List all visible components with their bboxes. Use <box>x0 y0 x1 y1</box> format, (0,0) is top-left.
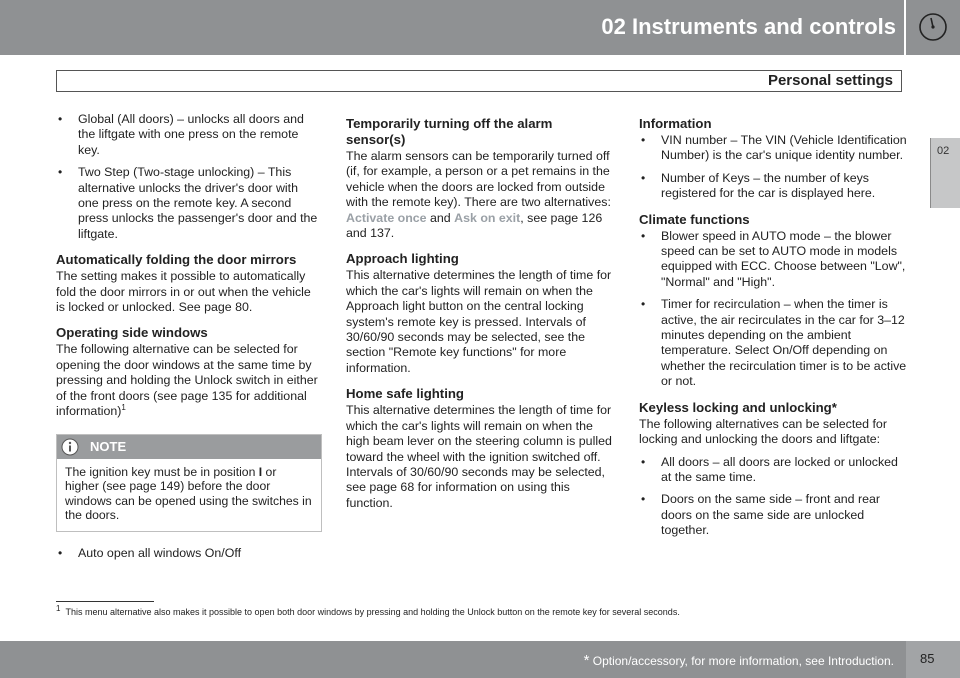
heading-approach-lighting: Approach lighting <box>346 251 459 267</box>
list-item <box>56 165 322 242</box>
chapter-side-tab <box>930 138 960 208</box>
heading-home-safe-lighting: Home safe lighting <box>346 386 464 402</box>
list-item <box>639 297 907 389</box>
bullet-text: Auto open all windows On/Off <box>78 545 242 560</box>
bullet-text: Timer for recirculation – when the timer is active, the air recirculates in the car for 3–12 minutes depending on the ambient temperature. Select On/Off depending on whether the recirculation timer is to be active or not. <box>661 297 907 389</box>
heading-climate-functions: Climate functions <box>639 211 750 227</box>
paragraph-folding-mirrors: The setting makes it possible to automatically fold the door mirrors in or out when the vehicle is locked or unlocked. See page 80. <box>56 269 311 315</box>
footer-note <box>584 652 894 669</box>
side-tab-label: 02 <box>937 145 950 157</box>
footnote-number: 1 <box>56 604 61 613</box>
paragraph-home-safe-lighting: This alternative determines the length of time for which the car's lights will remain on when the high beam lever on the steering column is pulled toward the wheel with the ignition switched off. Intervals of 30/60/90 seconds may be selected, see page 68 for information on using this function. <box>346 403 612 510</box>
list-item <box>56 112 322 158</box>
footnote-ref: 1 <box>121 402 126 412</box>
bullet-icon: • <box>58 112 63 126</box>
bullet-text: Blower speed in AUTO mode – the blower speed can be set to AUTO mode in models equipped with ECC. Choose between "Low", "Normal" and "High". <box>661 228 906 289</box>
bullet-text: Doors on the same side – front and rear doors on the same side are unlocked together. <box>661 492 881 538</box>
list-item <box>639 492 907 538</box>
bullet-text: VIN number – The VIN (Vehicle Identification Number) is the car's unique identity number. <box>661 133 907 163</box>
heading-side-windows: Operating side windows <box>56 325 208 341</box>
bullet-text: All doors – all doors are locked or unlocked at the same time. <box>661 454 898 484</box>
page-number: 85 <box>920 651 935 666</box>
list-item <box>639 229 907 291</box>
paragraph-side-windows: The following alternative can be selected for opening the door windows at the same time by pressing and holding the Unlock switch in either of the front doors (see page 135 for additional information)$^1$ <box>56 342 318 419</box>
info-icon <box>61 438 81 456</box>
bullet-icon: • <box>641 297 646 312</box>
note-text: The ignition key must be in position I or higher (see page 149) before the door windows can be opened using the switches in the doors. <box>65 464 312 523</box>
bullet-icon: • <box>641 170 646 185</box>
paragraph-alarm-sensors: The alarm sensors can be temporarily turned off (if, for example, a person or a pet remains in the vehicle when the doors are locked from outside with the remote key). There are two alternatives: Activate once and Ask on exit, see page 126 and 137. <box>346 149 611 241</box>
bullet-text: Two Step (Two-stage unlocking) – This alternative unlocks the driver's door with one press on the remote key. A second press unlocks the passenger's door and the liftgate. <box>78 165 318 241</box>
paragraph-approach-lighting: This alternative determines the length of time for which the car's lights will remain on when the Approach light button on the central locking system's remote key is pressed. Intervals of 30/60/90 seconds may be selected, see the section "Remote key functions" for more information. <box>346 268 612 375</box>
asterisk-icon: * <box>583 652 590 669</box>
heading-keyless-locking: Keyless locking and unlocking* <box>639 399 837 415</box>
option-ask-on-exit: Ask on exit <box>454 210 521 225</box>
heading-folding-mirrors: Automatically folding the door mirrors <box>56 252 297 268</box>
footnote-text: This menu alternative also makes it possible to open both door windows by pressing and holding the Unlock button on the remote key for several seconds. <box>65 607 680 617</box>
footer-text: Option/accessory, for more information, see Introduction. <box>589 654 894 668</box>
list-item <box>639 133 907 164</box>
gauge-tab <box>906 0 960 55</box>
bullet-icon: • <box>58 545 63 560</box>
option-activate-once: Activate once <box>346 210 427 225</box>
bullet-icon: • <box>641 133 646 147</box>
heading-information: Information <box>639 116 712 131</box>
footnote <box>56 604 680 617</box>
note-label: NOTE <box>90 438 127 454</box>
paragraph-keyless-locking: The following alternatives can be selected for locking and unlocking the doors and liftgate: <box>639 416 887 447</box>
section-bar <box>56 70 902 92</box>
section-title: Personal settings <box>767 72 893 89</box>
list-item <box>639 171 907 202</box>
column-2 <box>346 112 614 511</box>
bullet-icon: • <box>641 454 646 469</box>
bullet-icon: • <box>641 228 646 243</box>
column-1 <box>56 112 322 568</box>
heading-alarm-sensors: Temporarily turning off the alarm sensor(s) <box>346 116 553 147</box>
chapter-title: 02 Instruments and controls <box>601 14 896 39</box>
column-3 <box>639 112 907 546</box>
footnote-divider <box>56 601 154 602</box>
list-item <box>639 455 907 486</box>
bullet-icon: • <box>641 492 646 507</box>
bullet-text: Global (All doors) – unlocks all doors and the liftgate with one press on the remote key. <box>78 112 304 157</box>
list-item <box>56 546 322 561</box>
bullet-text: Number of Keys – the number of keys registered for the car is displayed here. <box>661 170 876 201</box>
bullet-icon: • <box>58 165 63 180</box>
gauge-icon <box>918 12 948 42</box>
note-header <box>57 435 321 459</box>
note-box <box>56 434 322 532</box>
